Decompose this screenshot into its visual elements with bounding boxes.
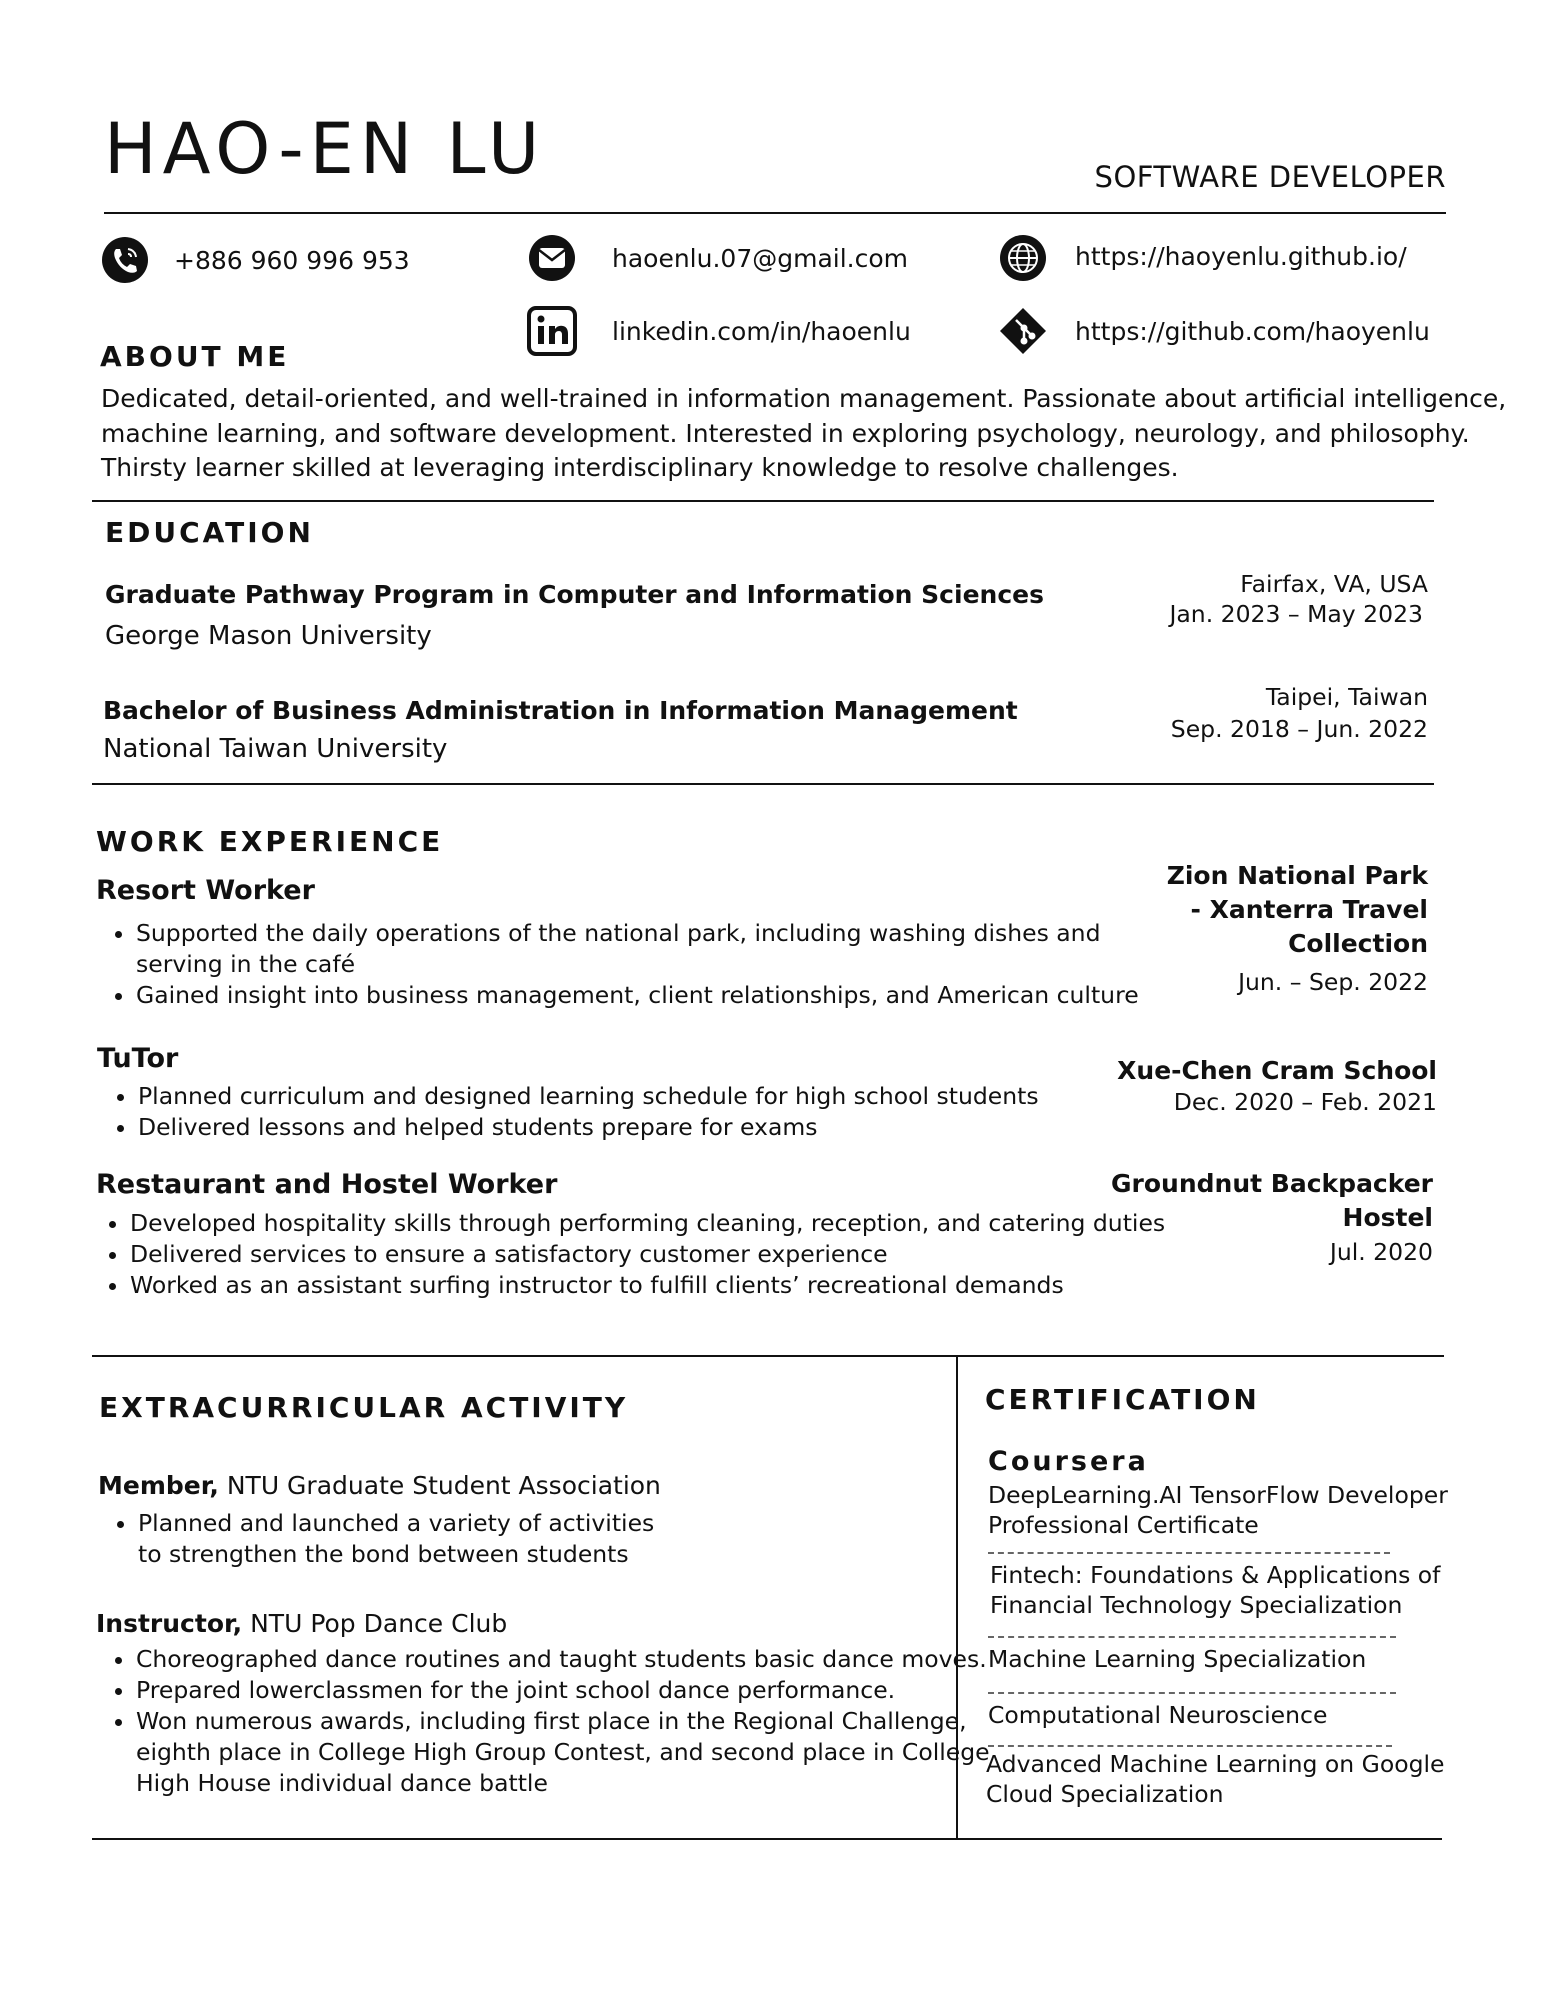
phone-number[interactable]: +886 960 996 953 [174, 246, 410, 275]
education-location-2: Taipei, Taiwan [1265, 683, 1428, 711]
list-item: • Gained insight into business management, client relationships, and American culture [136, 980, 1139, 1011]
git-icon [998, 306, 1048, 356]
job-dates-1: Jun. – Sep. 2022 [1238, 968, 1428, 996]
job-role-1: Resort Worker [96, 875, 315, 906]
cert-line: Advanced Machine Learning on Google [986, 1750, 1445, 1778]
list-item: serving in the café [136, 950, 356, 978]
cert-item-4 [988, 1700, 1327, 1730]
list-item: eighth place in College High Group Contest, and second place in College [136, 1738, 990, 1766]
education-heading: EDUCATION [105, 516, 314, 549]
education-degree-2: Bachelor of Business Administration in Information Management [103, 696, 1018, 725]
list-item: • Developed hospitality skills through performing cleaning, reception, and catering duties [130, 1208, 1165, 1239]
activity-1-org: NTU Graduate Student Association [226, 1471, 661, 1500]
list-item: • Delivered services to ensure a satisfactory customer experience [130, 1239, 1165, 1270]
cert-line: Financial Technology Specialization [990, 1591, 1403, 1619]
about-line-1: Dedicated, detail-oriented, and well-trained in information management. Passionate about artificial intelligence, [101, 384, 1507, 413]
cert-line: Machine Learning Specialization [988, 1645, 1367, 1673]
extracurricular-heading: EXTRACURRICULAR ACTIVITY [99, 1391, 629, 1424]
job-bullets-1 [104, 918, 1139, 1011]
cert-item-2 [990, 1560, 1440, 1620]
about-heading: ABOUT ME [100, 340, 290, 373]
list-item: • Planned curriculum and designed learning schedule for high school students [138, 1081, 1039, 1112]
list-item: • Planned and launched a variety of activities [138, 1508, 654, 1539]
education-location-1: Fairfax, VA, USA [1240, 570, 1428, 598]
list-item: • Prepared lowerclassmen for the joint school dance performance. [136, 1675, 990, 1706]
candidate-name: HAO-EN LU [104, 108, 546, 190]
linkedin-icon [527, 306, 577, 356]
list-item: High House individual dance battle [136, 1769, 548, 1797]
job-org-2: Xue-Chen Cram School [1117, 1056, 1437, 1085]
job-org-1-line-3: Collection [1288, 929, 1428, 958]
job-org-3-line-1: Groundnut Backpacker [1111, 1169, 1433, 1198]
cert-separator [988, 1692, 1396, 1694]
cert-separator [988, 1636, 1396, 1638]
about-line-2: machine learning, and software development. Interested in exploring psychology, neurology, and philosophy. [101, 419, 1470, 448]
list-item: • Worked as an assistant surfing instructor to fulfill clients’ recreational demands [130, 1270, 1165, 1301]
globe-icon [998, 233, 1048, 283]
cert-item-3 [988, 1644, 1366, 1674]
job-bullets-2 [106, 1081, 1039, 1143]
website-link[interactable]: https://haoyenlu.github.io/ [1075, 242, 1407, 271]
email-link[interactable]: haoenlu.07@gmail.com [612, 244, 909, 273]
about-divider [92, 500, 1434, 502]
job-role-2: TuTor [97, 1043, 179, 1074]
cert-line: Cloud Specialization [986, 1780, 1224, 1808]
cert-line: Fintech: Foundations & Applications of [990, 1561, 1441, 1589]
list-item: to strengthen the bond between students [138, 1540, 629, 1568]
job-title: SOFTWARE DEVELOPER [1094, 160, 1446, 194]
list-item: • Supported the daily operations of the national park, including washing dishes and [136, 918, 1139, 949]
activity-2-org: NTU Pop Dance Club [250, 1609, 508, 1638]
work-heading: WORK EXPERIENCE [96, 825, 444, 858]
cert-line: DeepLearning.AI TensorFlow Developer [988, 1481, 1448, 1509]
certification-provider: Coursera [988, 1446, 1149, 1477]
linkedin-link[interactable]: linkedin.com/in/haoenlu [612, 317, 911, 346]
bottom-divider [92, 1838, 1442, 1840]
activity-2-title [96, 1609, 507, 1638]
education-dates-1: Jan. 2023 – May 2023 [1169, 600, 1423, 628]
header-divider [104, 212, 1446, 214]
job-dates-2: Dec. 2020 – Feb. 2021 [1173, 1088, 1437, 1116]
job-org-1-line-2: - Xanterra Travel [1190, 895, 1428, 924]
cert-item-1 [988, 1480, 1448, 1540]
cert-line: Computational Neuroscience [988, 1701, 1328, 1729]
about-line-3: Thirsty learner skilled at leveraging interdisciplinary knowledge to resolve challenges. [101, 453, 1179, 482]
job-org-1-line-1: Zion National Park [1166, 861, 1428, 890]
list-item: • Delivered lessons and helped students prepare for exams [138, 1112, 1039, 1143]
education-divider [92, 783, 1434, 785]
education-dates-2: Sep. 2018 – Jun. 2022 [1170, 715, 1428, 743]
list-item: • Choreographed dance routines and taught students basic dance moves. [136, 1644, 990, 1675]
phone-icon [100, 235, 150, 285]
activity-2-role: Instructor, [96, 1609, 243, 1638]
github-link[interactable]: https://github.com/haoyenlu [1075, 317, 1430, 346]
activity-bullets-1 [106, 1508, 654, 1570]
activity-bullets-2 [104, 1644, 990, 1799]
activity-1-title [98, 1471, 661, 1500]
cert-item-5 [986, 1749, 1445, 1809]
list-item: • Won numerous awards, including first place in the Regional Challenge, [136, 1706, 990, 1737]
activity-1-role: Member, [98, 1471, 219, 1500]
cert-separator [988, 1552, 1390, 1554]
cert-separator [988, 1745, 1392, 1747]
job-role-3: Restaurant and Hostel Worker [96, 1169, 558, 1200]
work-divider [92, 1355, 1444, 1357]
cert-line: Professional Certificate [988, 1511, 1259, 1539]
job-org-3-line-2: Hostel [1342, 1203, 1433, 1232]
email-icon [527, 233, 577, 283]
education-degree-1: Graduate Pathway Program in Computer and Information Sciences [105, 580, 1044, 609]
job-bullets-3 [98, 1208, 1165, 1301]
job-dates-3: Jul. 2020 [1329, 1238, 1433, 1266]
education-school-1: George Mason University [105, 621, 432, 651]
education-school-2: National Taiwan University [103, 734, 448, 764]
certification-heading: CERTIFICATION [985, 1383, 1260, 1416]
